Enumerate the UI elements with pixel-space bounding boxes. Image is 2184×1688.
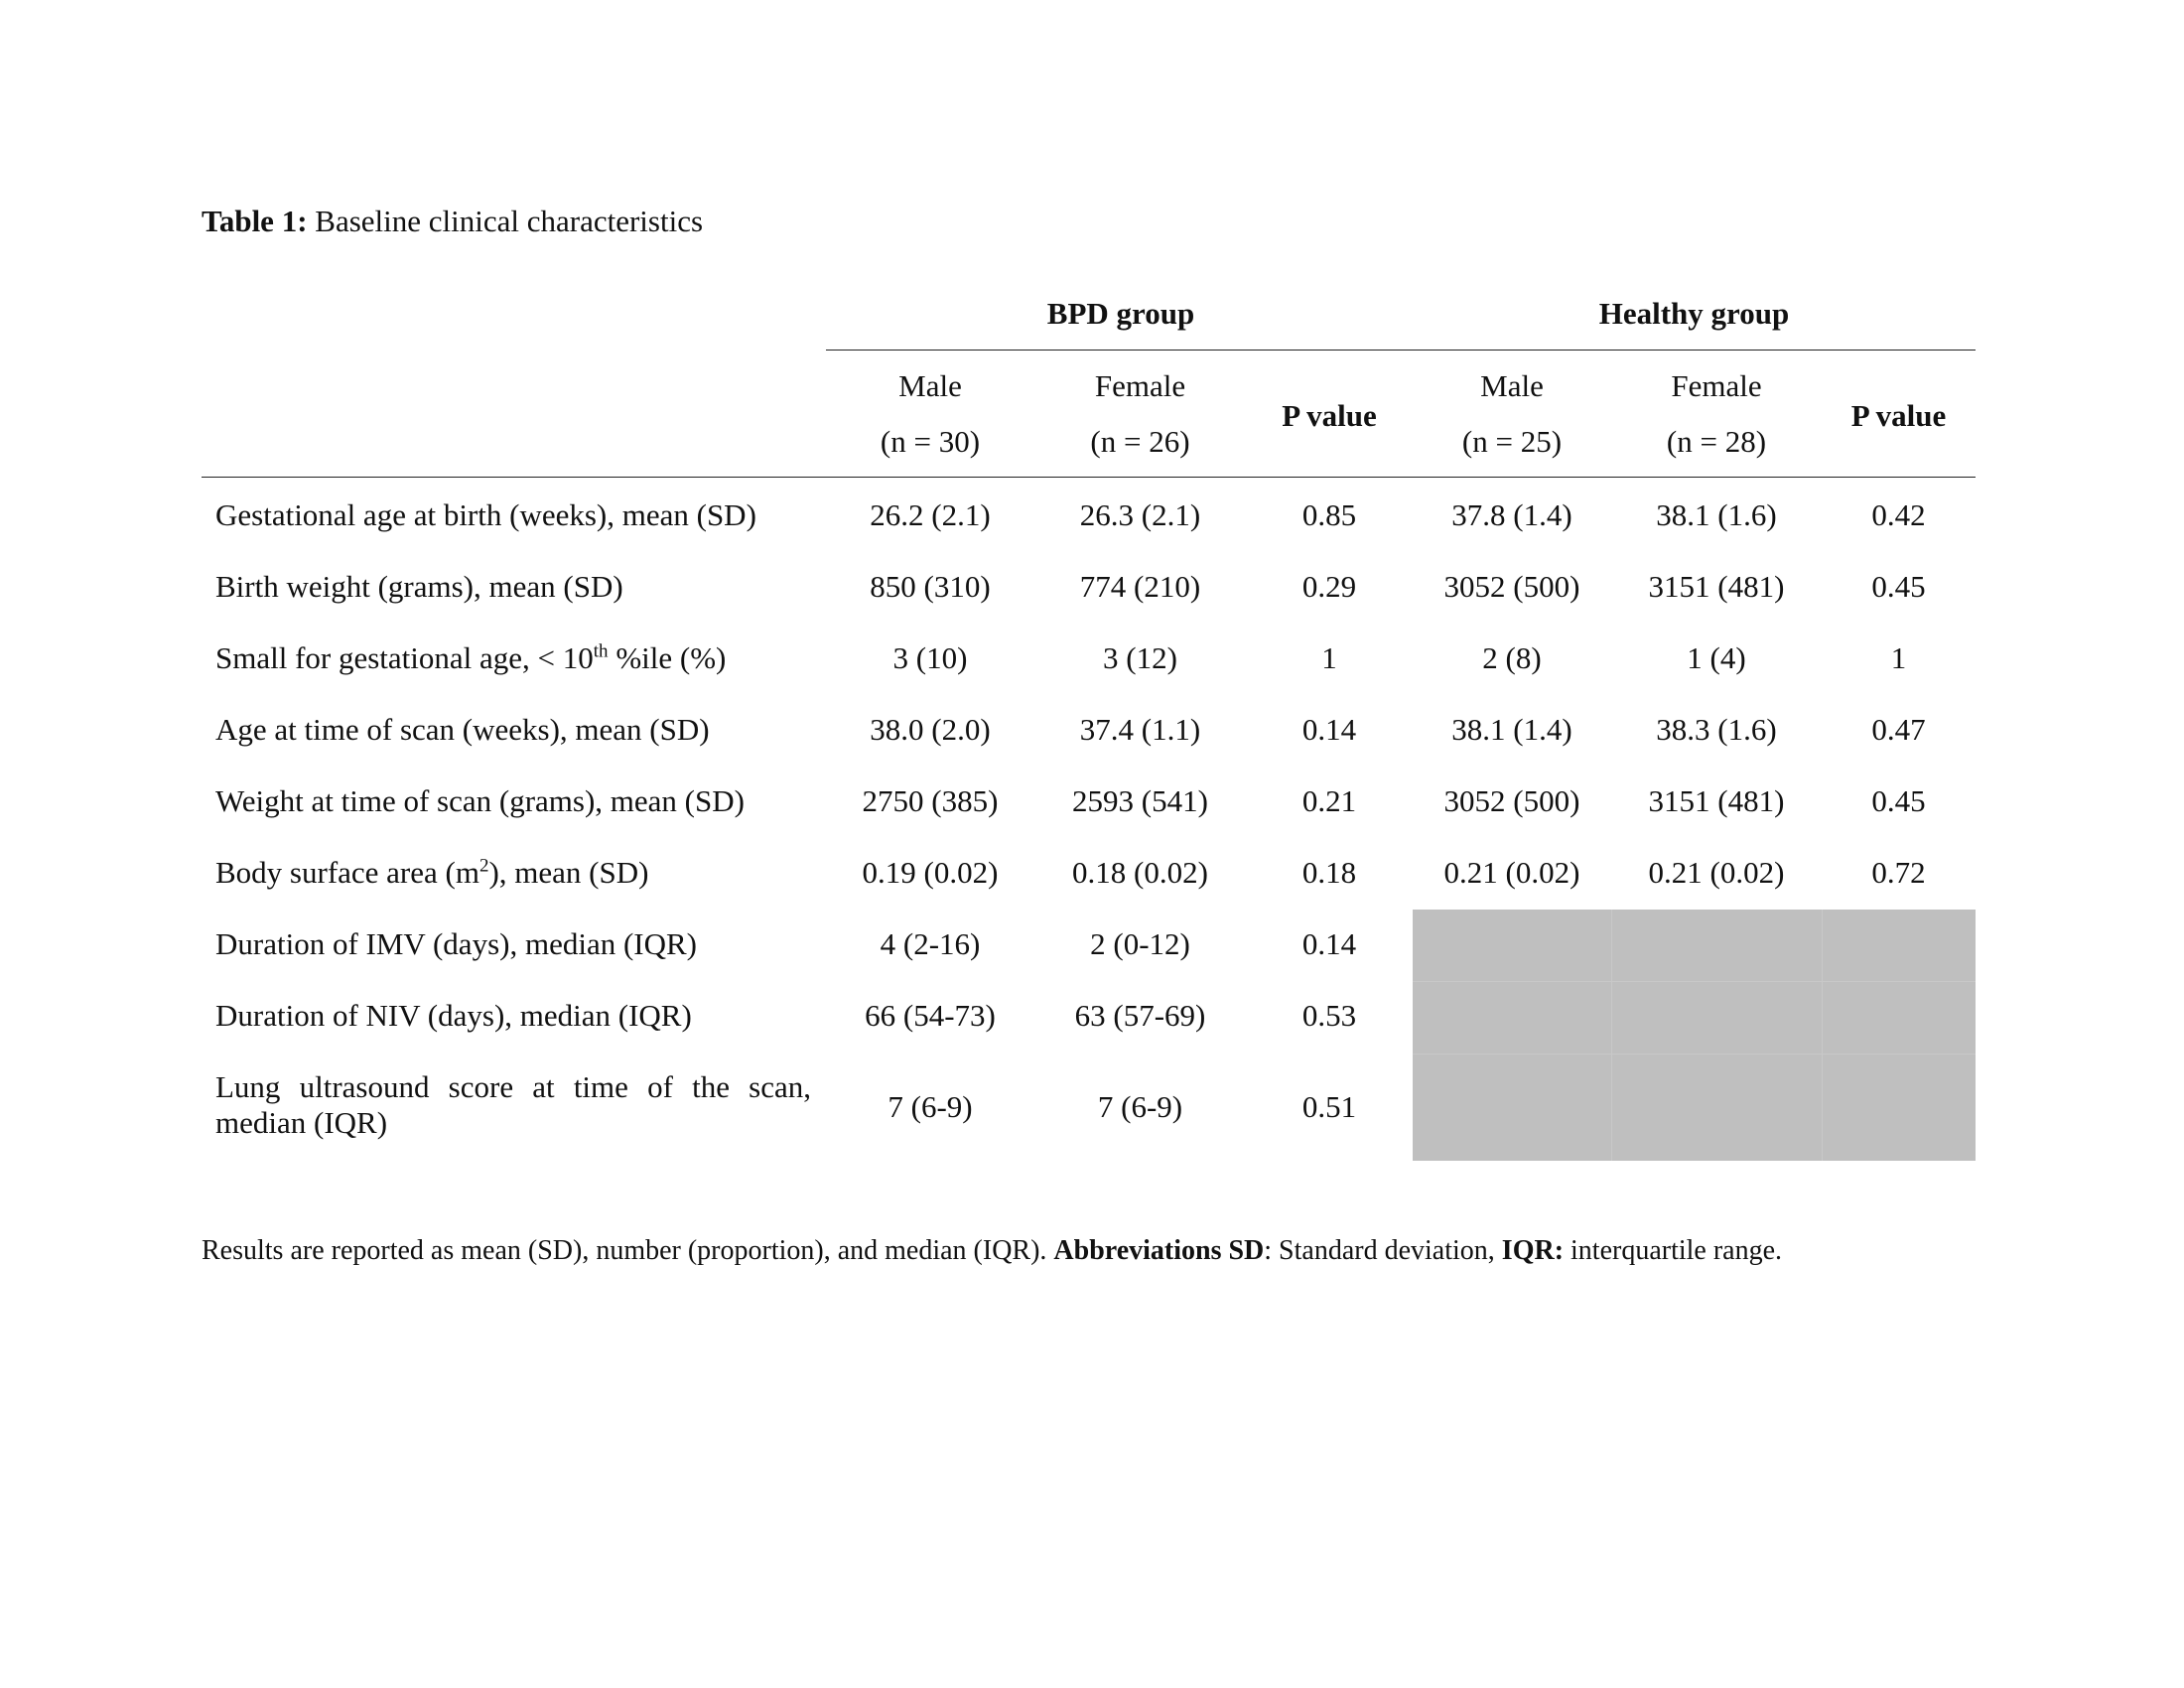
footnote-text: : Standard deviation, (1264, 1235, 1502, 1266)
subheader-healthy-female-n: (n = 28) (1666, 424, 1767, 459)
cell-healthy-pvalue: 0.72 (1871, 855, 1926, 890)
cell-bpd-female: 7 (6-9) (1097, 1089, 1183, 1124)
subheader-healthy-female-name: Female (1671, 368, 1762, 403)
footnote-bold: Abbreviations SD (1053, 1235, 1265, 1266)
cell-bpd-male: 38.0 (2.0) (870, 712, 991, 747)
footnote-text: Results are reported as mean (SD), number (proportion), and median (IQR). (202, 1235, 1054, 1266)
table-caption-text: Baseline clinical characteristics (307, 204, 704, 238)
row-label-superscript: 2 (478, 855, 489, 877)
cell-healthy-male: 2 (8) (1482, 640, 1542, 675)
cell-bpd-female: 3 (12) (1103, 640, 1177, 675)
subheader-bpd-male-name: Male (898, 368, 962, 403)
cell-bpd-female: 2593 (541) (1072, 783, 1208, 818)
subheader-healthy-male-n: (n = 25) (1461, 424, 1563, 459)
row-label-text: ), mean (SD) (488, 855, 649, 890)
cell-bpd-pvalue: 0.85 (1301, 497, 1357, 532)
shade-separator (1611, 910, 1612, 1161)
cell-healthy-female: 0.21 (0.02) (1648, 855, 1785, 890)
row-label: Lung ultrasound score at time of the scan, median (IQR) (215, 1069, 811, 1140)
cell-healthy-female: 3151 (481) (1648, 783, 1785, 818)
subheader-bpd-male-n: (n = 30) (880, 424, 981, 459)
cell-bpd-female: 63 (57-69) (1074, 998, 1206, 1033)
cell-healthy-female: 38.3 (1.6) (1656, 712, 1777, 747)
row-label-superscript: th (593, 640, 609, 662)
table-footnote (202, 1234, 1782, 1268)
cell-healthy-male: 37.8 (1.4) (1451, 497, 1572, 532)
cell-bpd-pvalue: 0.18 (1301, 855, 1357, 890)
cell-healthy-male: 3052 (500) (1443, 783, 1580, 818)
group-header-rule (826, 350, 1976, 351)
cell-bpd-pvalue: 0.14 (1301, 926, 1357, 961)
row-label (215, 640, 811, 676)
subheader-bpd-female-name: Female (1094, 368, 1186, 403)
shade-separator (1822, 910, 1823, 1161)
cell-healthy-pvalue: 0.45 (1871, 569, 1926, 604)
cell-bpd-male: 66 (54-73) (865, 998, 996, 1033)
row-label: Duration of NIV (days), median (IQR) (215, 998, 692, 1033)
row-label: Duration of IMV (days), median (IQR) (215, 926, 697, 961)
group-header-healthy: Healthy group (1598, 296, 1790, 331)
row-label: Weight at time of scan (grams), mean (SD) (215, 783, 745, 818)
cell-healthy-male: 0.21 (0.02) (1443, 855, 1580, 890)
cell-bpd-female: 2 (0-12) (1090, 926, 1190, 961)
subheader-healthy-female (1611, 367, 1822, 461)
cell-bpd-male: 3 (10) (892, 640, 968, 675)
not-applicable-shading (1413, 910, 1976, 1161)
subheader-bpd-female-n: (n = 26) (1090, 424, 1190, 459)
row-label (215, 855, 811, 891)
cell-bpd-pvalue: 1 (1321, 640, 1337, 675)
cell-bpd-pvalue: 0.21 (1301, 783, 1357, 818)
row-label-text: Body surface area (m (215, 855, 479, 890)
row-label: Gestational age at birth (weeks), mean (SD) (215, 497, 756, 532)
cell-healthy-pvalue: 0.42 (1871, 497, 1926, 532)
cell-bpd-pvalue: 0.53 (1301, 998, 1357, 1033)
group-header-bpd: BPD group (1046, 296, 1195, 331)
footnote-text: interquartile range. (1564, 1235, 1783, 1266)
subheader-healthy-male (1413, 367, 1611, 461)
cell-bpd-female: 774 (210) (1079, 569, 1201, 604)
row-label: Age at time of scan (weeks), mean (SD) (215, 712, 710, 747)
cell-bpd-female: 0.18 (0.02) (1072, 855, 1208, 890)
cell-bpd-female: 26.3 (2.1) (1079, 497, 1201, 532)
shade-separator (1413, 1054, 1976, 1055)
cell-bpd-male: 7 (6-9) (887, 1089, 973, 1124)
cell-healthy-pvalue: 1 (1890, 640, 1907, 675)
cell-healthy-female: 3151 (481) (1648, 569, 1785, 604)
subheader-bpd-male (826, 367, 1034, 461)
subheader-bpd-female (1034, 367, 1246, 461)
cell-bpd-pvalue: 0.14 (1301, 712, 1357, 747)
subheader-healthy-pvalue: P value (1850, 398, 1947, 433)
footnote-bold: IQR: (1501, 1235, 1565, 1266)
row-label-text: Small for gestational age, < 10 (215, 640, 594, 675)
shade-separator (1413, 981, 1976, 982)
cell-bpd-male: 26.2 (2.1) (870, 497, 991, 532)
cell-healthy-pvalue: 0.47 (1871, 712, 1926, 747)
subheader-bpd-pvalue: P value (1282, 398, 1377, 433)
cell-bpd-female: 37.4 (1.1) (1079, 712, 1201, 747)
cell-healthy-female: 1 (4) (1687, 640, 1746, 675)
row-label-text: %ile (%) (608, 640, 727, 675)
cell-healthy-male: 38.1 (1.4) (1451, 712, 1572, 747)
cell-bpd-male: 850 (310) (870, 569, 991, 604)
cell-healthy-pvalue: 0.45 (1871, 783, 1926, 818)
header-bottom-rule (202, 477, 1976, 478)
row-label: Birth weight (grams), mean (SD) (215, 569, 623, 604)
cell-healthy-female: 38.1 (1.6) (1656, 497, 1777, 532)
cell-bpd-male: 2750 (385) (862, 783, 999, 818)
table-caption (202, 203, 703, 240)
table-caption-label: Table 1: (202, 204, 308, 238)
cell-bpd-male: 0.19 (0.02) (862, 855, 999, 890)
cell-bpd-pvalue: 0.51 (1301, 1089, 1357, 1124)
cell-bpd-male: 4 (2-16) (880, 926, 981, 961)
cell-bpd-pvalue: 0.29 (1301, 569, 1357, 604)
cell-healthy-male: 3052 (500) (1443, 569, 1580, 604)
subheader-healthy-male-name: Male (1480, 368, 1544, 403)
